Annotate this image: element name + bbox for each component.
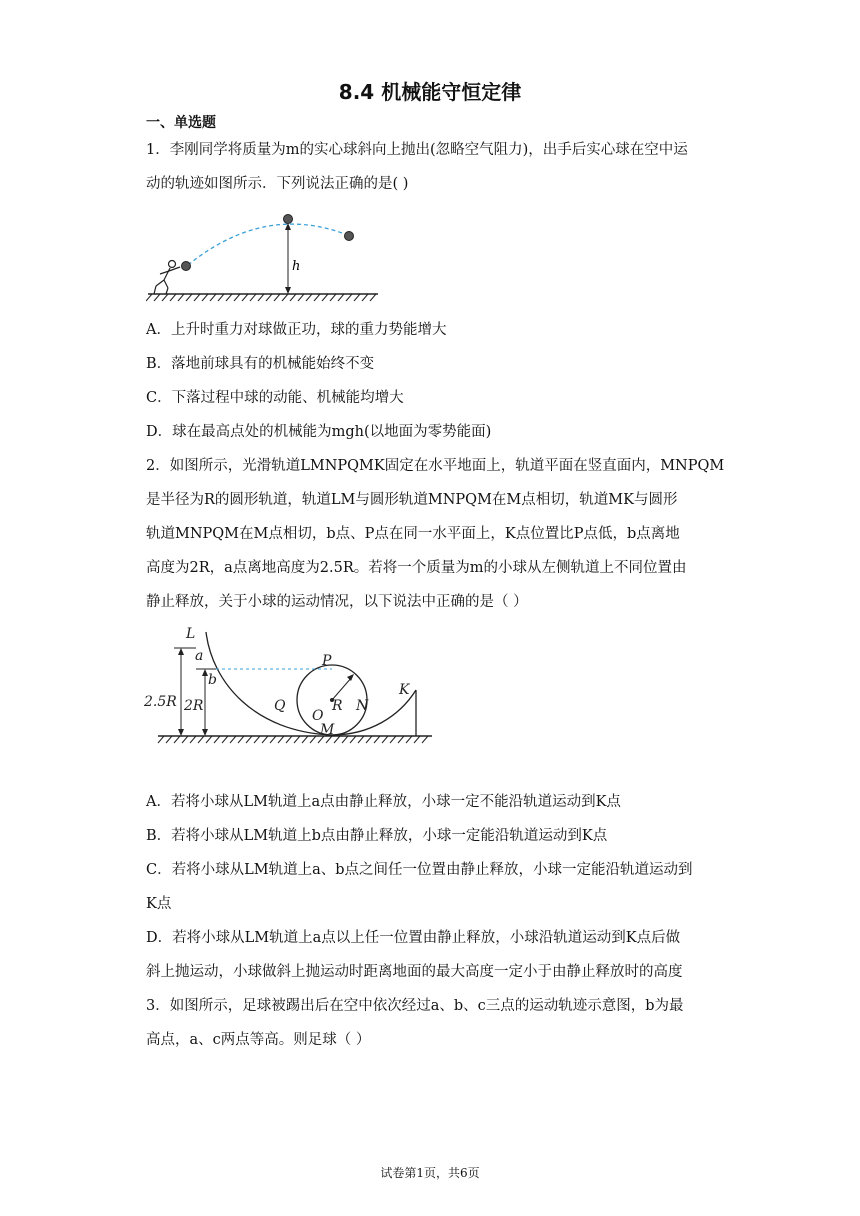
q3-line-1: 3．如图所示，足球被踢出后在空中依次经过a、b、c三点的运动轨迹示意图，b为最 bbox=[146, 998, 684, 1014]
label-Q: Q bbox=[274, 698, 286, 714]
label-M: M bbox=[320, 722, 335, 738]
label-2R: 2R bbox=[184, 698, 204, 714]
q2-line-3: 轨道MNPQM在M点相切，b点、P点在同一水平面上，K点位置比P点低，b点离地 bbox=[146, 526, 680, 542]
label-O: O bbox=[312, 708, 324, 724]
label-b: b bbox=[208, 672, 217, 688]
q1-line-1: 1．李刚同学将质量为m的实心球斜向上抛出(忽略空气阻力)，出手后实心球在空中运 bbox=[146, 142, 688, 158]
q2-option-c-cont: K点 bbox=[146, 896, 172, 912]
label-a: a bbox=[195, 648, 204, 664]
label-K: K bbox=[399, 682, 410, 698]
q1-option-b: B．落地前球具有的机械能始终不变 bbox=[146, 356, 375, 372]
q1-option-a: A．上升时重力对球做正功，球的重力势能增大 bbox=[146, 322, 447, 338]
q1-projectile-figure bbox=[146, 208, 382, 304]
page-title: 8.4 机械能守恒定律 bbox=[338, 80, 522, 104]
q2-line-2: 是半径为R的圆形轨道，轨道LM与圆形轨道MNPQM在M点相切，轨道MK与圆形 bbox=[146, 492, 678, 508]
q2-option-c: C．若将小球从LM轨道上a、b点之间任一位置由静止释放，小球一定能沿轨道运动到 bbox=[146, 862, 693, 878]
q3-line-2: 高点，a、c两点等高。则足球（ ） bbox=[146, 1032, 371, 1048]
label-P: P bbox=[322, 653, 332, 669]
page-footer: 试卷第1页，共6页 bbox=[380, 1166, 480, 1180]
label-2-5R: 2.5R bbox=[144, 694, 177, 710]
label-L: L bbox=[186, 626, 196, 642]
q1-option-d: D．球在最高点处的机械能为mgh(以地面为零势能面) bbox=[146, 424, 492, 440]
q2-line-4: 高度为2R，a点离地高度为2.5R。若将一个质量为m的小球从左侧轨道上不同位置由 bbox=[146, 560, 687, 576]
q2-option-a: A．若将小球从LM轨道上a点由静止释放，小球一定不能沿轨道运动到K点 bbox=[146, 794, 621, 810]
label-N: N bbox=[356, 698, 369, 714]
q2-option-d: D．若将小球从LM轨道上a点以上任一位置由静止释放，小球沿轨道运动到K点后做 bbox=[146, 930, 681, 946]
q2-line-1: 2．如图所示，光滑轨道LMNPQMK固定在水平地面上，轨道平面在竖直面内，MNPQM bbox=[146, 458, 725, 474]
q1-option-c: C．下落过程中球的动能、机械能均增大 bbox=[146, 390, 404, 406]
q2-line-5: 静止释放，关于小球的运动情况，以下说法中正确的是（ ） bbox=[146, 594, 528, 610]
h-label: h bbox=[292, 259, 301, 274]
q2-option-d-cont: 斜上抛运动，小球做斜上抛运动时距离地面的最大高度一定小于由静止释放时的高度 bbox=[146, 964, 683, 980]
q2-option-b: B．若将小球从LM轨道上b点由静止释放，小球一定能沿轨道运动到K点 bbox=[146, 828, 608, 844]
q1-line-2: 动的轨迹如图所示．下列说法正确的是( ) bbox=[146, 176, 409, 192]
section-heading: 一、单选题 bbox=[146, 115, 216, 131]
label-R: R bbox=[332, 698, 343, 714]
q2-track-figure bbox=[144, 622, 436, 752]
thrower-figure bbox=[154, 261, 180, 295]
